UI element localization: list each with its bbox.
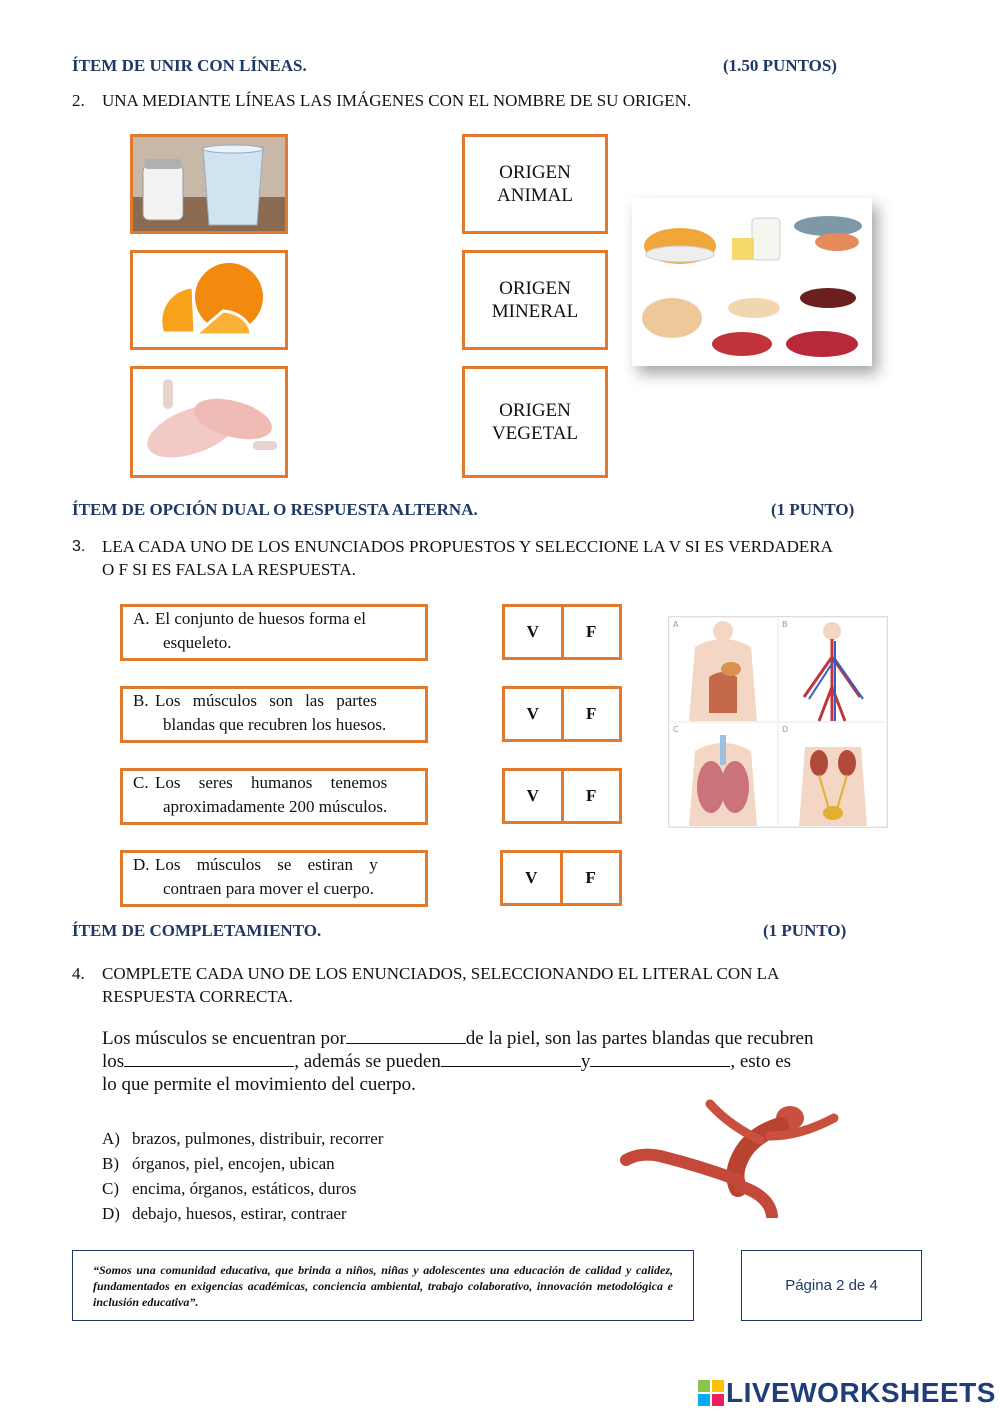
blank-2[interactable]: [124, 1050, 294, 1067]
option-b[interactable]: [102, 1151, 383, 1176]
item2-points: (1.50 PUNTOS): [723, 56, 837, 75]
item2-number: 2.: [72, 91, 85, 110]
statement-line2: contraen para mover el cuerpo.: [163, 879, 374, 898]
text-segment: , esto es: [730, 1051, 792, 1072]
label-line2: VEGETAL: [491, 423, 579, 444]
option-key: A): [102, 1129, 120, 1148]
label-line2: ANIMAL: [497, 185, 573, 206]
statement-line1: El conjunto de huesos forma el: [155, 609, 367, 628]
text-segment: Los músculos se encuentran por: [102, 1028, 346, 1049]
completion-line3: lo que permite el movimiento del cuerpo.: [102, 1074, 416, 1095]
option-key: D): [102, 1204, 120, 1223]
options-list: [102, 1126, 383, 1226]
statement-letter: D.: [133, 855, 150, 874]
statement-line1: Los seres humanos tenemos: [155, 773, 388, 792]
vf-box-d: [500, 850, 622, 906]
statement-line2: aproximadamente 200 músculos.: [163, 797, 388, 816]
label-line1: ORIGEN: [499, 278, 571, 299]
statement-letter: B.: [133, 691, 149, 710]
option-text: órganos, piel, encojen, ubican: [132, 1154, 335, 1173]
false-option-c[interactable]: F: [561, 771, 620, 821]
blank-3[interactable]: [441, 1050, 581, 1067]
statement-line1: Los músculos son las partes: [155, 691, 377, 710]
label-origen-mineral[interactable]: [462, 250, 608, 350]
item2-instruction: UNA MEDIANTE LÍNEAS LAS IMÁGENES CON EL NOMBRE DE SU ORIGEN.: [102, 91, 692, 110]
item3-instruction-line2: O F SI ES FALSA LA RESPUESTA.: [102, 560, 356, 579]
salt-water-image[interactable]: [130, 134, 288, 234]
liveworksheets-watermark: [698, 1377, 996, 1409]
anatomy-label-a: A: [673, 620, 679, 629]
true-option-b[interactable]: V: [526, 704, 539, 723]
false-option-d[interactable]: F: [560, 853, 620, 903]
statement-letter: C.: [133, 773, 149, 792]
label-line1: ORIGEN: [499, 400, 571, 421]
text-segment: y: [580, 1051, 591, 1072]
option-text: encima, órganos, estáticos, duros: [132, 1179, 357, 1198]
item3-points: (1 PUNTO): [771, 500, 855, 519]
statement-line2: esqueleto.: [163, 633, 232, 652]
statement-b: [120, 686, 428, 743]
page-number-box: [741, 1250, 922, 1321]
anatomy-label-b: B: [782, 620, 788, 629]
chicken-legs-image[interactable]: [130, 366, 288, 478]
completion-line2: [102, 1050, 791, 1073]
label-origen-vegetal[interactable]: [462, 366, 608, 478]
vf-box-c: [502, 768, 622, 824]
option-text: brazos, pulmones, distribuir, recorrer: [132, 1129, 384, 1148]
anatomy-label-d: D: [782, 725, 789, 734]
orange-image[interactable]: [130, 250, 288, 350]
watermark-text: LIVEWORKSHEETS: [726, 1377, 996, 1408]
statement-line2: blandas que recubren los huesos.: [163, 715, 387, 734]
item4-points: (1 PUNTO): [763, 921, 847, 940]
liveworksheets-logo-icon: [698, 1380, 724, 1406]
text-segment: , además se pueden: [294, 1051, 441, 1072]
item4-instruction-line1: COMPLETE CADA UNO DE LOS ENUNCIADOS, SELECCIONANDO EL LITERAL CON LA: [102, 964, 780, 983]
option-text: debajo, huesos, estirar, contraer: [132, 1204, 347, 1223]
item4-number: 4.: [72, 964, 85, 983]
blank-1[interactable]: [346, 1027, 466, 1044]
anatomy-systems-image: [668, 616, 888, 828]
option-a[interactable]: [102, 1126, 383, 1151]
vf-box-a: [502, 604, 622, 660]
label-line1: ORIGEN: [499, 162, 571, 183]
option-key: C): [102, 1179, 119, 1198]
item4-heading: ÍTEM DE COMPLETAMIENTO.: [72, 921, 322, 940]
anatomy-label-c: C: [673, 725, 679, 734]
text-segment: los: [102, 1051, 125, 1072]
footer-quote-box: [72, 1250, 694, 1321]
option-key: B): [102, 1154, 119, 1173]
text-segment: de la piel, son las partes blandas que recubren: [465, 1028, 814, 1049]
false-option-b[interactable]: F: [561, 689, 620, 739]
option-d[interactable]: [102, 1201, 383, 1226]
label-origen-animal[interactable]: [462, 134, 608, 234]
item3-instruction-line1: LEA CADA UNO DE LOS ENUNCIADOS PROPUESTOS Y SELECCIONE LA V SI ES VERDADERA: [102, 537, 833, 556]
true-option-a[interactable]: V: [526, 622, 539, 641]
item4-instruction-line2: RESPUESTA CORRECTA.: [102, 987, 293, 1006]
completion-line1: [102, 1027, 813, 1050]
statement-a: [120, 604, 428, 661]
statement-letter: A.: [133, 609, 150, 628]
item3-heading: ÍTEM DE OPCIÓN DUAL O RESPUESTA ALTERNA.: [72, 500, 478, 519]
item2-heading: ÍTEM DE UNIR CON LÍNEAS.: [72, 56, 307, 75]
true-option-d[interactable]: V: [525, 868, 538, 887]
option-c[interactable]: [102, 1176, 383, 1201]
statement-d: [120, 850, 428, 907]
item3-number: 3.: [72, 538, 86, 555]
blank-4[interactable]: [590, 1050, 730, 1067]
true-option-c[interactable]: V: [526, 786, 539, 805]
vf-box-b: [502, 686, 622, 742]
running-muscle-figure-image: [620, 1096, 848, 1218]
false-option-a[interactable]: F: [561, 607, 620, 657]
statement-c: [120, 768, 428, 825]
page-number: Página 2 de 4: [785, 1277, 878, 1294]
statement-line1: Los músculos se estiran y: [155, 855, 378, 874]
footer-quote: “Somos una comunidad educativa, que brinda a niños, niñas y adolescentes una educación de calidad y calidez, fundamentados en exigencias académicas, conciencia ambiental, trabajo colaborativo, innovación metodológica e inclusión educativa”.: [93, 1263, 673, 1309]
animal-foods-image: [632, 198, 872, 366]
label-line2: MINERAL: [491, 301, 579, 322]
